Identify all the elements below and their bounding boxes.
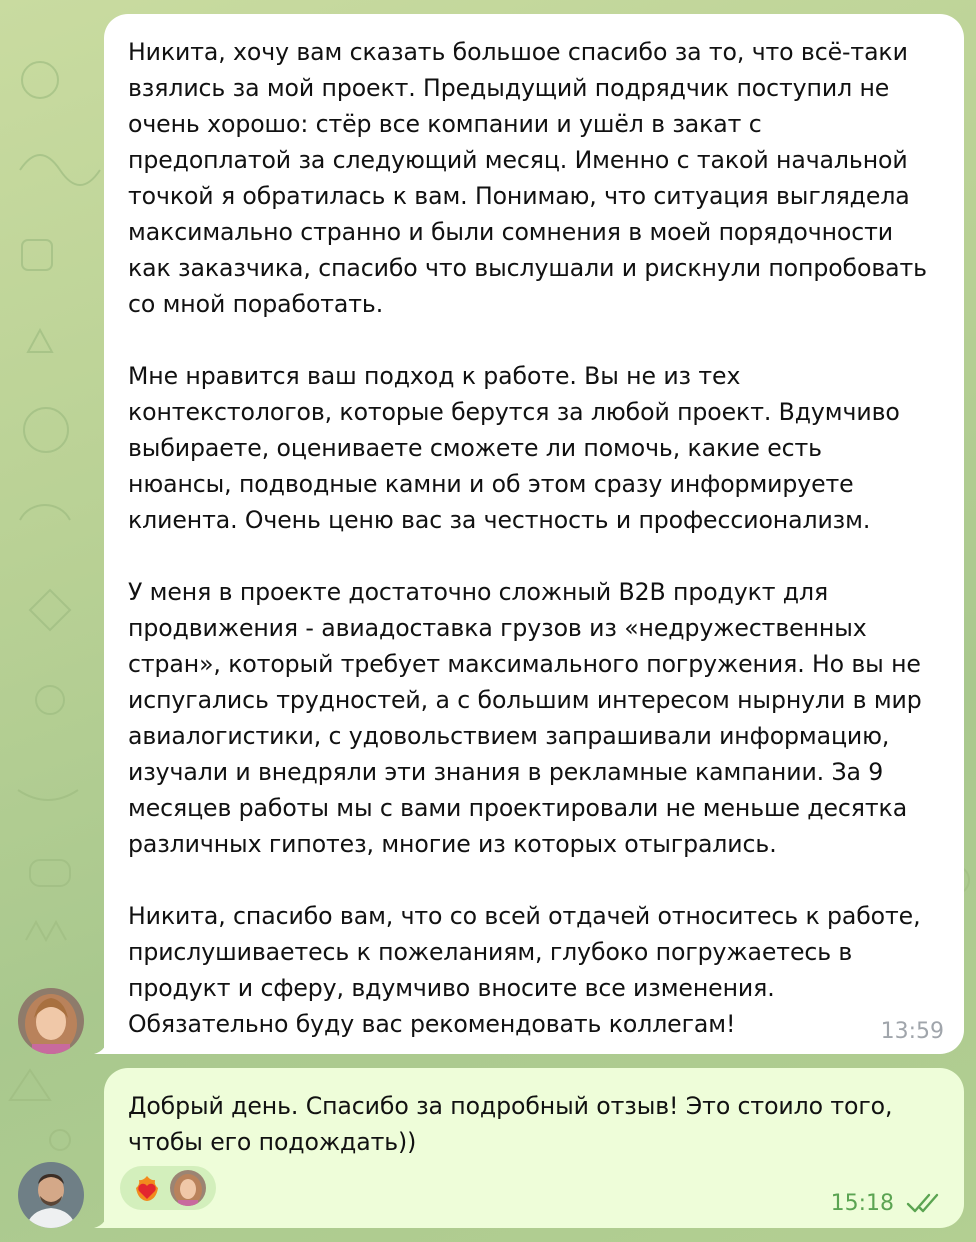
incoming-message-text: Никита, хочу вам сказать большое спасибо за то, что всё-таки взялись за мой проект. Предыдущий подрядчик поступил не очень хорошо: стёр все компании и ушёл в закат с предоплатой за следующий месяц. Именно с такой начальной точкой я обратилась к вам. Понимаю, что ситуация выглядела максимально странно и были сомнения в моей порядочности как заказчика, спасибо что выслушали и рискнули попробовать со мной поработать. Мне нравится ваш подход к работе. Вы не из тех контекстологов, которые берутся за любой проект. Вдумчиво выбираете, оцениваете сможете ли помочь, какие есть нюансы, подводные камни и об этом сразу информируете клиента. Очень ценю вас за честность и профессионализм. У меня в проекте достаточно сложный B2B продукт для продвижения - авиадоставка грузов из «недружественных стран», который требует максимального погружения. Но вы не испугались трудностей, а с большим интересом нырнули в мир авиалогистики, с удовольствием запрашивали информацию, изучали и внедряли эти знания в рекламные кампании. За 9 месяцев работы мы с вами проектировали не меньше десятка различных гипотез, многие из которых отыгрались. Никита, спасибо вам, что со всей отдачей относитесь к работе, прислушиваетесь к пожеланиям, глубоко погружаетесь в продукт и сферу, вдумчиво вносите все изменения. Обязательно буду вас рекомендовать коллегам! xyxy=(128,38,927,1038)
sender-avatar-image xyxy=(18,988,84,1054)
bubble-tail xyxy=(94,1034,114,1054)
outgoing-message-time: 15:18 xyxy=(830,1191,894,1216)
outgoing-message-text: Добрый день. Спасибо за подробный отзыв! Это стоило того, чтобы его подождать)) xyxy=(128,1092,893,1156)
double-check-read-icon xyxy=(906,1192,942,1214)
bubble-tail xyxy=(94,1208,114,1228)
reaction-pill[interactable] xyxy=(120,1166,216,1210)
incoming-message-bubble[interactable] xyxy=(104,14,964,1054)
sender-avatar[interactable] xyxy=(18,988,84,1054)
incoming-message-time: 13:59 xyxy=(880,1019,944,1044)
reactor-avatar xyxy=(170,1170,206,1206)
own-avatar-image xyxy=(18,1162,84,1228)
heart-on-fire-icon xyxy=(130,1171,164,1205)
outgoing-message-bubble[interactable] xyxy=(104,1068,964,1228)
own-avatar[interactable] xyxy=(18,1162,84,1228)
